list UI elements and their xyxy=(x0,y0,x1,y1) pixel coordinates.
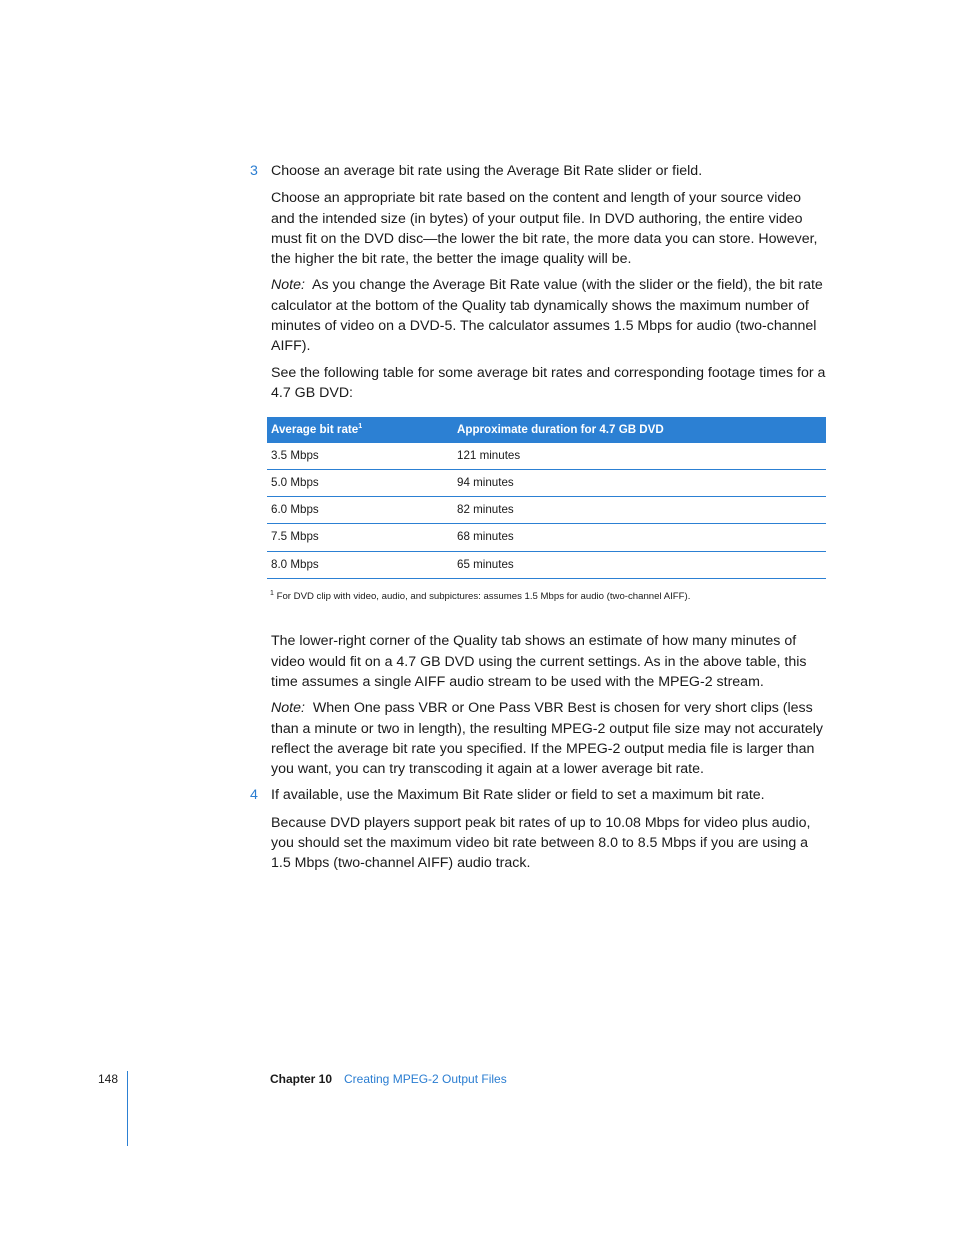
cell-bit-rate: 7.5 Mbps xyxy=(267,524,453,551)
paragraph-bit-rate-choice: Choose an appropriate bit rate based on the content and length of your source video and the intended size (in bytes) of your output file. In DVD authoring, the entire video must fit on the DVD disc—the lower the bit rate, the more data you can store. However, the higher the bit rate, the better the image quality will be. xyxy=(271,190,818,268)
chapter-title: Creating MPEG-2 Output Files xyxy=(344,1072,507,1086)
table-row xyxy=(267,524,826,551)
column-header-label: Average bit rate xyxy=(271,423,359,437)
step-text: If available, use the Maximum Bit Rate slider or field to set a maximum bit rate. xyxy=(271,787,765,804)
note-label: Note: xyxy=(271,277,305,294)
note-text: When One pass VBR or One Pass VBR Best is chosen for very short clips (less than a minute or two in length), the resulting MPEG-2 output file size may not accurately reflect the average bit rate you specified. If the MPEG-2 output media file is larger than you want, you can try transcoding it again at a lower average bit rate. xyxy=(271,700,824,778)
table-header-row xyxy=(267,417,826,442)
paragraph-table-intro: See the following table for some average bit rates and corresponding footage times for a 4.7 GB DVD: xyxy=(271,364,826,401)
table-row xyxy=(267,443,826,470)
cell-bit-rate: 5.0 Mbps xyxy=(267,469,453,496)
footnote-text: For DVD clip with video, audio, and subpictures: assumes 1.5 Mbps for audio (two-channel AIFF). xyxy=(276,591,691,603)
cell-duration: 121 minutes xyxy=(453,443,826,470)
footnote-mark: 1 xyxy=(270,589,274,597)
cell-bit-rate: 8.0 Mbps xyxy=(267,551,453,578)
note-short-clips xyxy=(271,698,827,779)
footnote-marker: 1 xyxy=(358,423,363,431)
step-3 xyxy=(250,161,827,181)
bit-rate-table xyxy=(267,417,826,579)
table-row xyxy=(267,551,826,578)
cell-duration: 68 minutes xyxy=(453,524,826,551)
footer-divider xyxy=(127,1071,128,1146)
paragraph-quality-tab-estimate: The lower-right corner of the Quality tab shows an estimate of how many minutes of video would fit on a 4.7 GB DVD using the current settings. As in the above table, this time assumes a single AIFF audio stream to be used with the MPEG-2 stream. xyxy=(271,633,807,690)
cell-bit-rate: 3.5 Mbps xyxy=(267,443,453,470)
table-row xyxy=(267,497,826,524)
note-average-bit-rate xyxy=(271,275,827,356)
cell-duration: 82 minutes xyxy=(453,497,826,524)
step-number: 3 xyxy=(250,163,258,179)
table-row xyxy=(267,469,826,496)
note-text: As you change the Average Bit Rate value (with the slider or the field), the bit rate calculator at the bottom of the Quality tab dynamically shows the maximum number of minutes of video on a DVD-5. The calculator assumes 1.5 Mbps for audio (two-channel AIFF). xyxy=(271,277,823,355)
chapter-label: Chapter 10 xyxy=(270,1072,333,1086)
table-footnote xyxy=(270,587,827,607)
step-4 xyxy=(250,785,827,805)
column-header-bit-rate xyxy=(267,417,453,442)
page-content xyxy=(250,161,827,880)
page-number: 148 xyxy=(98,1072,119,1086)
cell-bit-rate: 6.0 Mbps xyxy=(267,497,453,524)
column-header-duration: Approximate duration for 4.7 GB DVD xyxy=(453,417,826,442)
paragraph-max-bit-rate: Because DVD players support peak bit rates of up to 10.08 Mbps for video plus audio, you should set the maximum video bit rate between 8.0 to 8.5 Mbps if you are using a 1.5 Mbps (two-channel AIFF) audio track. xyxy=(271,814,811,872)
step-text: Choose an average bit rate using the Average Bit Rate slider or field. xyxy=(271,163,703,179)
cell-duration: 94 minutes xyxy=(453,469,826,496)
cell-duration: 65 minutes xyxy=(453,551,826,578)
note-label: Note: xyxy=(271,700,305,717)
step-number: 4 xyxy=(250,787,258,804)
